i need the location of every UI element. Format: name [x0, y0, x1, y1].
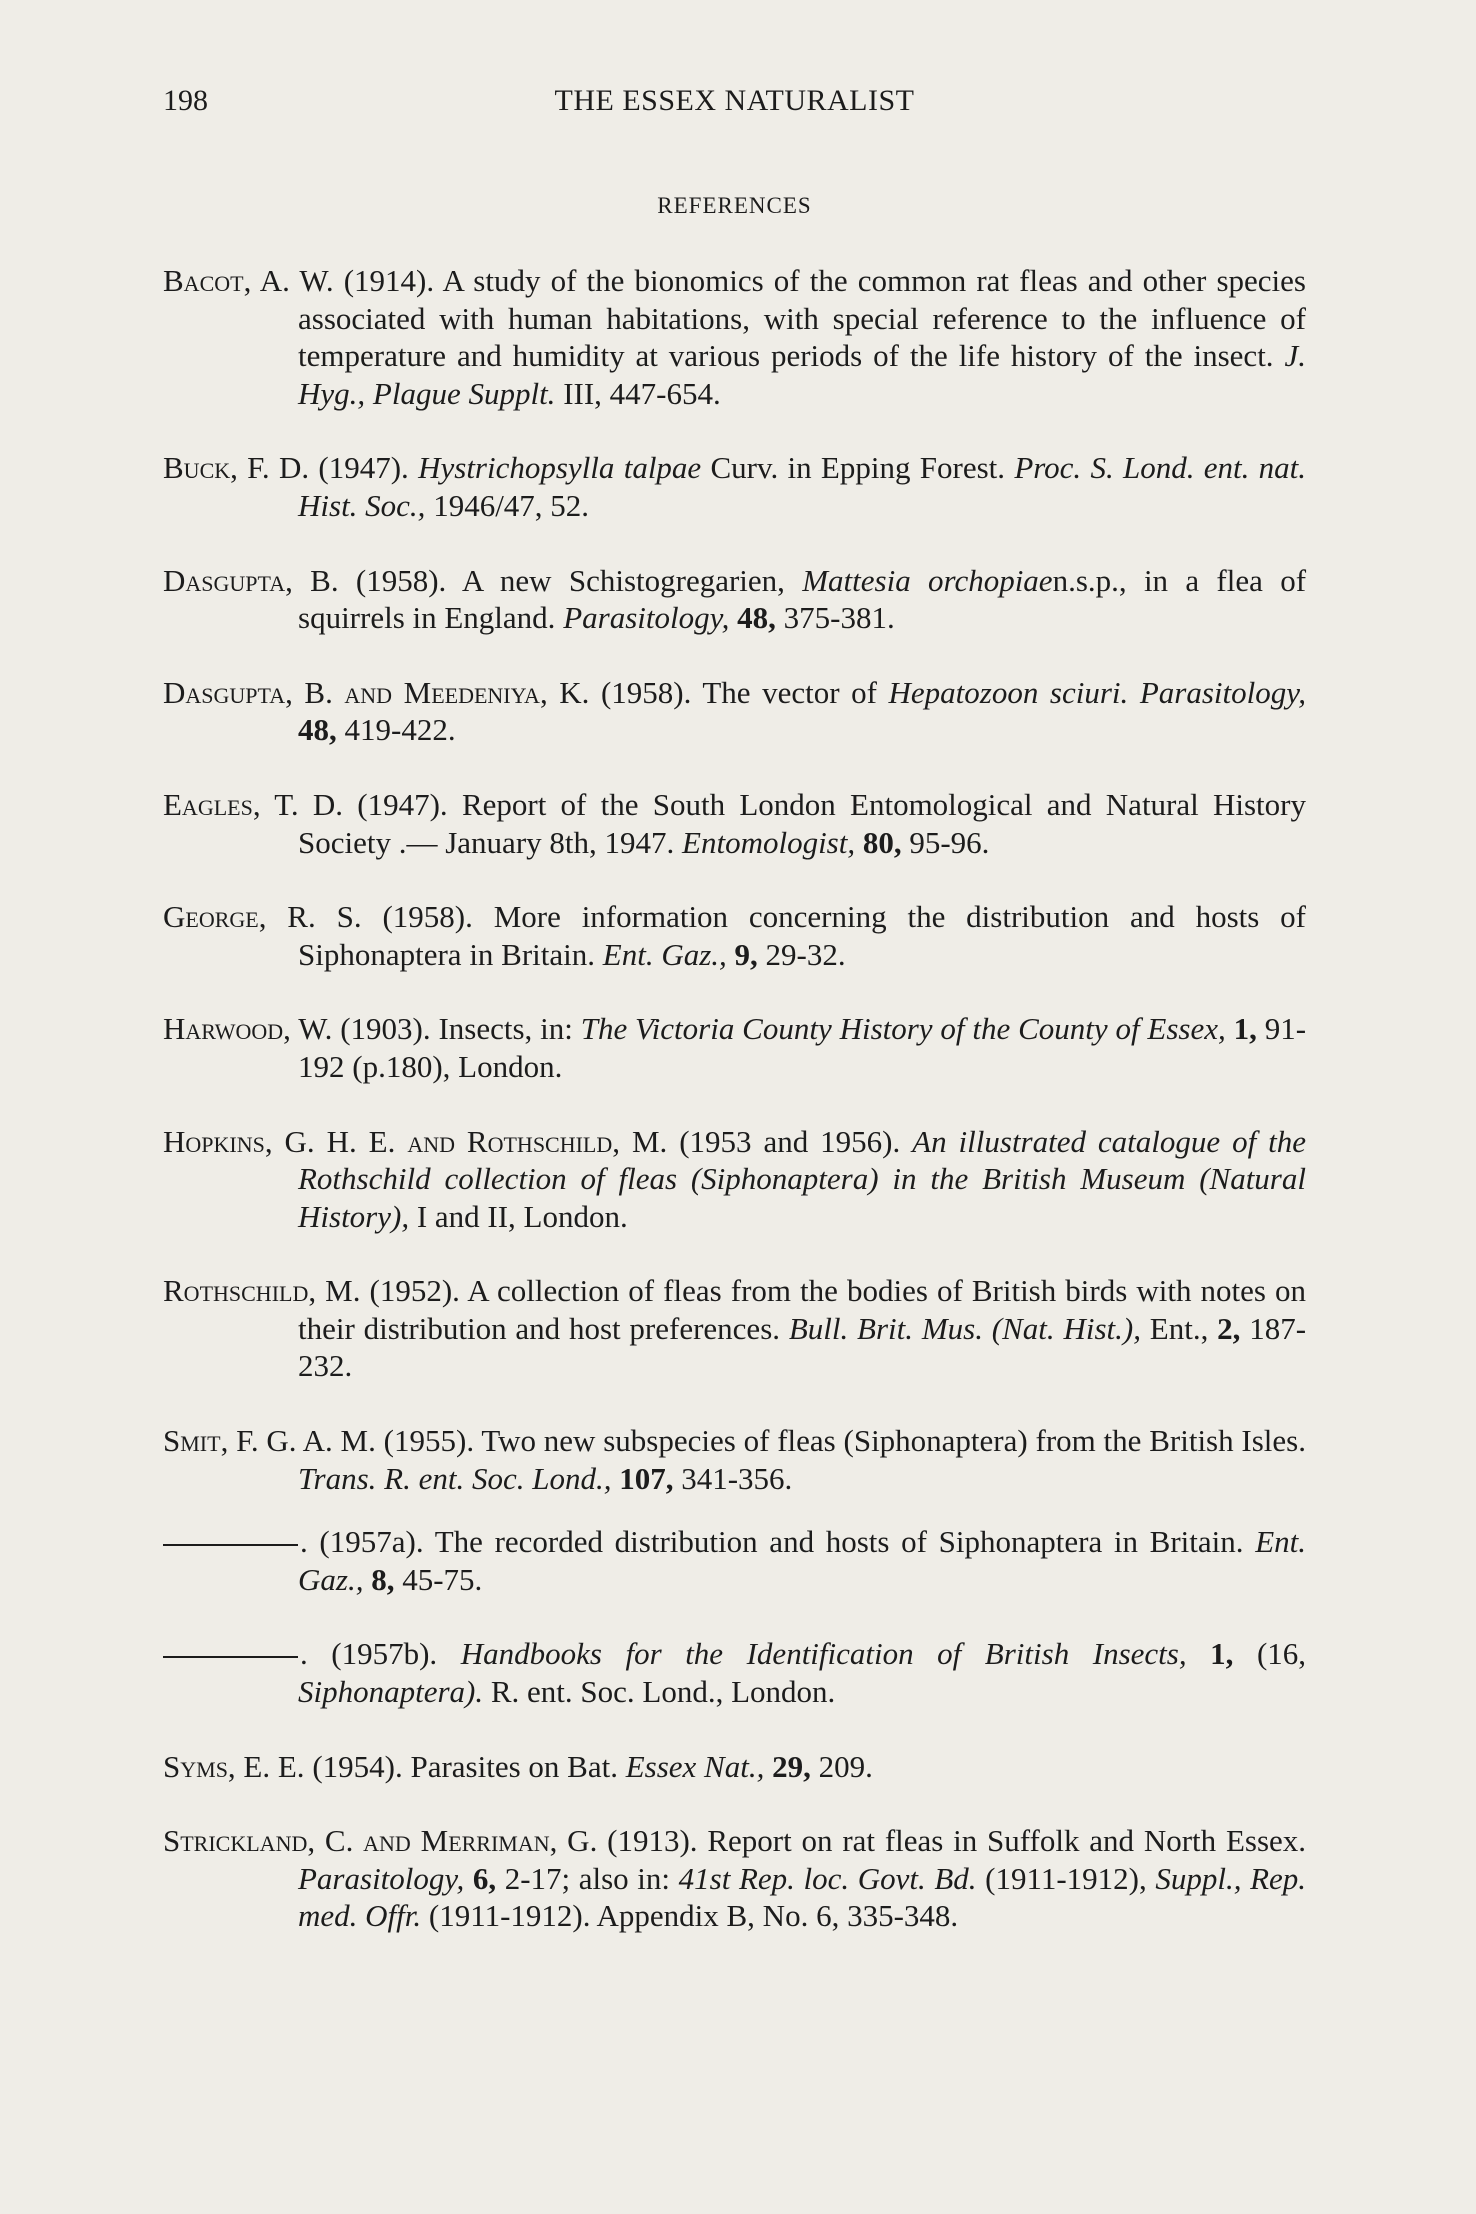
ref-pages: 95-96.: [909, 824, 990, 860]
ref-pages: 209.: [818, 1748, 873, 1784]
ref-year: (1947).: [357, 786, 448, 822]
ref-journal: Essex Nat.,: [625, 1748, 765, 1784]
reference-entry: [163, 1123, 1306, 1236]
ref-author: Syms, E. E.: [163, 1748, 305, 1784]
reference-entry: [163, 1272, 1306, 1385]
ref-year: (1952).: [369, 1273, 460, 1309]
ref-title: Mattesia orchopiae: [802, 562, 1053, 598]
reference-entry: [163, 1010, 1306, 1085]
ref-journal: Trans. R. ent. Soc. Lond.,: [298, 1460, 612, 1496]
ref-text: Curv. in Epping Forest.: [710, 450, 1006, 486]
ref-volume: 9,: [734, 936, 758, 972]
ref-volume: 1,: [1210, 1636, 1234, 1672]
ref-pages: R. ent. Soc. Lond., London.: [490, 1674, 836, 1710]
ref-author: Eagles, T. D.: [163, 786, 344, 822]
ref-year: (1958).: [600, 674, 692, 710]
ref-volume: 8,: [371, 1561, 395, 1597]
ref-text: Report on rat fleas in Suffolk and North Essex.: [707, 1823, 1307, 1859]
ref-journal-2: 41st Rep. loc. Govt. Bd.: [678, 1860, 977, 1896]
reference-entry: [163, 1748, 1306, 1786]
reference-entry: [163, 1523, 1306, 1598]
page-number: 198: [163, 84, 208, 117]
reference-entry: [163, 786, 1306, 861]
reference-entry: [163, 562, 1306, 637]
ref-pages: 45-75.: [402, 1561, 483, 1597]
ref-journal: Proc. S. Lond. ent. nat. Hist. Soc.,: [298, 450, 1307, 523]
ref-journal: J. Hyg., Plague Supplt.: [298, 338, 1306, 411]
ref-pages: 447-654.: [609, 375, 721, 411]
ref-author: Dasgupta, B.: [163, 674, 333, 710]
ref-text: Two new subspecies of fleas (Siphonaptera) from the British Isles.: [481, 1423, 1306, 1459]
ref-volume: 2,: [1217, 1310, 1241, 1346]
ref-year: . (1957a).: [300, 1524, 424, 1560]
ref-title: Hystrichopsylla talpae: [418, 450, 702, 486]
ref-text: (16,: [1256, 1636, 1307, 1672]
ref-year: (1903).: [340, 1011, 431, 1047]
ref-journal-3: Suppl., Rep. med. Offr.: [298, 1860, 1307, 1934]
reference-entry: [163, 449, 1306, 524]
ref-text: A new Schistogregarien,: [461, 562, 785, 598]
ref-volume: 1,: [1233, 1011, 1257, 1047]
reference-entry: [163, 262, 1306, 412]
ref-year: (1955).: [383, 1423, 475, 1459]
ref-pages: 187-232.: [298, 1310, 1307, 1384]
ref-journal: Ent. Gaz.,: [602, 936, 727, 972]
ditto-rule: [163, 1544, 298, 1546]
ref-author: George, R. S.: [163, 899, 362, 935]
ref-author: Rothschild, M.: [163, 1273, 361, 1309]
reference-list: [163, 262, 1306, 1972]
ref-text: The vector of: [702, 674, 877, 710]
ref-pages: I and II, London.: [416, 1198, 628, 1234]
reference-entry: [163, 1422, 1306, 1497]
ref-text: More information concerning the distribution and hosts of Siphonaptera in Britain.: [298, 899, 1307, 972]
ref-author: Bacot, A. W.: [163, 263, 334, 298]
ref-text-2: (1911-1912),: [985, 1860, 1147, 1896]
ref-year: (1958).: [382, 899, 473, 935]
section-title: REFERENCES: [657, 193, 812, 218]
ref-title: An illustrated catalogue of the Rothschild collection of fleas (Siphonaptera) in the British Museum (Natural History),: [298, 1123, 1307, 1234]
running-head: THE ESSEX NATURALIST: [554, 84, 915, 117]
ref-author-2: Merriman, G.: [420, 1823, 598, 1859]
ref-author: Strickland, C.: [163, 1823, 354, 1859]
ref-text-3: (1911-1912). Appendix B, No. 6, 335-348.: [428, 1898, 959, 1934]
ref-volume: 29,: [772, 1748, 811, 1784]
ref-year: (1947).: [318, 450, 409, 486]
ref-pages: 419-422.: [344, 712, 456, 748]
ref-year: . (1957b).: [300, 1636, 438, 1672]
ref-volume: III,: [563, 375, 602, 411]
ref-text: Insects, in:: [438, 1011, 573, 1047]
ref-title: Hepatozoon sciuri.: [888, 674, 1129, 710]
ref-pages: 341-356.: [681, 1460, 793, 1496]
ref-journal: Entomologist,: [682, 824, 856, 860]
ref-author: Buck, F. D.: [163, 450, 310, 486]
ref-journal: Parasitology,: [1139, 674, 1307, 710]
ref-year: (1954).: [312, 1748, 403, 1784]
ref-text: The recorded distribution and hosts of Siphonaptera in Britain.: [434, 1524, 1244, 1560]
ref-text: Report of the South London Entomological and Natural History Society .— January 8th, 1947.: [298, 786, 1306, 860]
ref-author: Dasgupta, B.: [163, 562, 339, 598]
ref-pages: 2-17; also in:: [504, 1860, 671, 1896]
ref-volume: 107,: [619, 1460, 674, 1496]
ref-author: Hopkins, G. H. E.: [163, 1123, 396, 1159]
ref-author: Smit, F. G. A. M.: [163, 1423, 376, 1459]
ref-pages: 29-32.: [765, 936, 846, 972]
ref-pages: 1946/47, 52.: [433, 487, 590, 523]
ref-year: (1913).: [607, 1823, 698, 1859]
reference-entry: [163, 674, 1306, 749]
ref-journal: Parasitology,: [298, 1860, 465, 1896]
ref-year: (1914).: [343, 263, 435, 298]
ref-volume: 6,: [472, 1860, 497, 1896]
ref-author-2: Rothschild, M.: [466, 1123, 668, 1159]
ref-title-2: Siphonaptera).: [298, 1674, 484, 1710]
ref-and: and: [344, 674, 393, 710]
ref-text-2: Ent.,: [1149, 1310, 1209, 1346]
ref-volume: 80,: [862, 824, 902, 860]
reference-entry: [163, 898, 1306, 973]
ref-pages: 91-192 (p.180), London.: [298, 1011, 1307, 1084]
ref-text: Parasites on Bat.: [410, 1748, 618, 1784]
ref-text-2: n.s.p., in a flea of squirrels in England.: [298, 562, 1307, 636]
ref-text: A collection of fleas from the bodies of British birds with notes on their distribution and host preferences.: [298, 1273, 1307, 1346]
ref-volume: 48,: [298, 712, 337, 748]
ref-journal: Ent. Gaz.,: [298, 1524, 1307, 1597]
ref-and: and: [407, 1123, 455, 1159]
ref-journal: Parasitology,: [563, 600, 730, 636]
reference-entry: [163, 1822, 1306, 1935]
ref-author-2: Meedeniya, K.: [403, 674, 590, 710]
ref-year: (1953 and 1956).: [679, 1123, 901, 1159]
ditto-rule: [163, 1656, 298, 1658]
ref-text: A study of the bionomics of the common rat fleas and other species associated with human habitations, with special reference to the influence of temperature and humidity at various periods of the life history of the insect.: [298, 263, 1306, 374]
ref-title: The Victoria County History of the County of Essex,: [580, 1011, 1226, 1047]
ref-author: Harwood, W.: [163, 1011, 333, 1047]
page-header: [163, 84, 1306, 134]
ref-title: Handbooks for the Identification of British Insects,: [460, 1636, 1187, 1672]
ref-journal: Bull. Brit. Mus. (Nat. Hist.),: [788, 1310, 1141, 1346]
ref-year: (1958).: [355, 562, 447, 598]
ref-pages: 375-381.: [783, 600, 895, 636]
ref-and: and: [363, 1823, 411, 1859]
reference-entry: [163, 1635, 1306, 1710]
ref-volume: 48,: [737, 600, 776, 636]
